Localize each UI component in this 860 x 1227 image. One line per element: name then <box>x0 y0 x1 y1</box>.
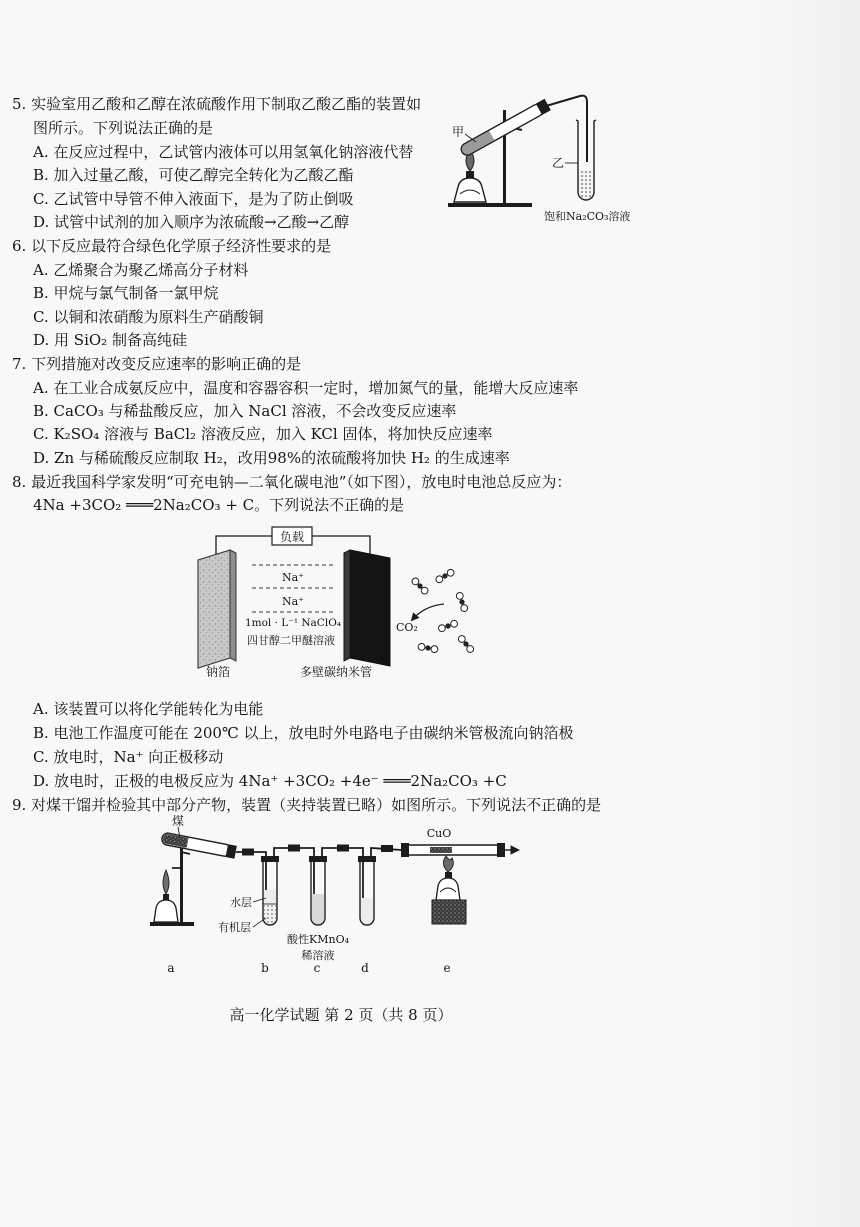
q6-option-b: B. 甲烷与氯气制备一氯甲烷 <box>33 284 219 302</box>
oxygen-atom <box>438 624 447 633</box>
co2-flow-arrow <box>412 604 444 620</box>
co2-molecule <box>455 592 468 613</box>
carbon-atom <box>425 645 431 651</box>
sodium-foil-electrode <box>198 550 236 668</box>
q8-option-d: D. 放电时，正极的电极反应为 4Na⁺ +3CO₂ +4e⁻ ═══2Na₂CO₃ +C <box>33 772 507 790</box>
q5-stem-line-2: 图所示。下列说法正确的是 <box>33 119 214 137</box>
rubber-connector <box>288 845 300 852</box>
test-tube-b <box>261 856 279 925</box>
cathode-label: 多壁碳纳米管 <box>299 665 373 679</box>
organic-layer <box>264 904 276 924</box>
q5-option-b: B. 加入过量乙酸，可使乙醇完全转化为乙酸乙酯 <box>33 166 354 184</box>
q7-option-c: C. K₂SO₄ 溶液与 BaCl₂ 溶液反应，加入 KCl 固体，将加快反应速率 <box>33 425 493 443</box>
q7-option-b: B. CaCO₃ 与稀盐酸反应，加入 NaCl 溶液，不会改变反应速率 <box>33 402 457 420</box>
q5-stem-line-1: 5. 实验室用乙酸和乙醇在浓硫酸作用下制取乙酸乙酯的装置如 <box>12 95 422 113</box>
q6-option-a: A. 乙烯聚合为聚乙烯高分子材料 <box>33 261 249 279</box>
tube-b-to-c <box>274 848 314 912</box>
q6-option-c: C. 以铜和浓硝酸为原料生产硝酸铜 <box>33 308 264 326</box>
letter-d: d <box>361 961 369 975</box>
tube-stopper-right <box>497 843 505 857</box>
lamp-support-block <box>432 900 466 924</box>
heating-assembly-e <box>432 856 466 924</box>
q7-option-d: D. Zn 与稀硫酸反应制取 H₂，改用98%的浓硫酸将加快 H₂ 的生成速率 <box>33 449 510 467</box>
lamp-wick-holder <box>163 894 169 900</box>
sodium-ion-label-2: Na⁺ <box>282 595 304 608</box>
co2-molecule <box>457 634 475 654</box>
copper-oxide-powder <box>430 847 452 853</box>
alcohol-lamp <box>436 878 460 900</box>
co2-molecule <box>435 568 456 584</box>
co2-molecule <box>438 619 459 632</box>
q8-option-a: A. 该装置可以将化学能转化为电能 <box>33 700 264 718</box>
letter-e: e <box>443 961 451 975</box>
flame <box>443 856 453 872</box>
oxygen-atom <box>430 645 438 653</box>
q7-stem: 7. 下列措施对改变反应速率的影响正确的是 <box>12 355 302 373</box>
tube-stopper <box>358 856 376 862</box>
coal-label: 煤 <box>172 814 185 828</box>
oxygen-atom <box>450 619 459 628</box>
q5-option-a: A. 在反应过程中，乙试管内液体可以用氢氧化钠溶液代替 <box>33 143 414 161</box>
co2-label: CO₂ <box>396 621 418 634</box>
label-jia: 甲 <box>452 125 465 139</box>
reagent-label-line-2: 稀溶液 <box>301 949 335 962</box>
co2-molecule <box>411 577 430 596</box>
oxygen-atom <box>455 592 464 601</box>
rubber-connector <box>381 845 393 852</box>
label-solution: 饱和Na₂CO₃溶液 <box>544 210 631 223</box>
q8-stem-line-1: 8. 最近我国科学家发明“可充电钠—二氧化碳电池”（如下图），放电时电池总反应为： <box>12 473 572 491</box>
delivery-tube <box>546 96 587 162</box>
lamp-wick-holder <box>445 872 452 878</box>
reagent-label-line-1: 酸性KMnO₄ <box>287 933 349 946</box>
organic-layer-label: 有机层 <box>218 921 251 934</box>
q5-option-d: D. 试管中试剂的加入顺序为浓硫酸→乙酸→乙醇 <box>33 213 350 231</box>
q9-coal-distillation-figure <box>150 812 522 978</box>
q8-option-c: C. 放电时，Na⁺ 向正极移动 <box>33 748 224 766</box>
q7-option-a: A. 在工业合成氨反应中，温度和容器容积一定时，增加氮气的量，能增大反应速率 <box>33 379 579 397</box>
stand-base <box>448 203 532 207</box>
water-layer <box>264 890 276 904</box>
rubber-connector <box>242 849 254 856</box>
tube-stopper-left <box>401 843 409 857</box>
stand-rod <box>180 846 183 924</box>
copper-oxide-label: CuO <box>426 827 452 840</box>
lamp-wick-holder <box>466 171 474 178</box>
q6-option-d: D. 用 SiO₂ 制备高纯硅 <box>33 331 187 349</box>
tube-c-to-d <box>322 848 363 912</box>
q5-ester-apparatus-figure <box>440 90 640 226</box>
hard-glass-tube <box>161 832 237 859</box>
q6-stem: 6. 以下反应最符合绿色化学原子经济性要求的是 <box>12 237 332 255</box>
anode-label: 钠箔 <box>205 665 231 679</box>
test-tube-c <box>309 856 327 925</box>
q9-stem: 9. 对煤干馏并检验其中部分产物，装置（夹持装置已略）如图所示。下列说法不正确的是 <box>12 796 602 814</box>
alcohol-lamp <box>154 900 178 922</box>
water-layer-label: 水层 <box>230 896 252 909</box>
solvent-label: 四甘醇二甲醚溶液 <box>247 634 335 647</box>
oxygen-atom <box>418 643 426 651</box>
saturated-sodium-carbonate-solution <box>579 170 593 199</box>
copper-oxide-tube-e <box>401 843 518 857</box>
external-circuit <box>216 527 370 555</box>
co2-molecules <box>411 568 475 654</box>
letter-a: a <box>167 961 175 975</box>
tube-stopper <box>261 856 279 862</box>
electrode-face <box>350 550 390 666</box>
sodium-ion-label-1: Na⁺ <box>282 571 304 584</box>
letter-c: c <box>313 961 321 975</box>
oxygen-atom <box>460 604 469 613</box>
co2-molecule <box>418 643 439 653</box>
rubber-connector <box>337 845 349 852</box>
load-label: 负载 <box>279 530 305 544</box>
tube-glass <box>406 845 500 855</box>
q8-stem-line-2: 4Na +3CO₂ ═══2Na₂CO₃ + C。下列说法不正确的是 <box>33 496 405 514</box>
carbon-nanotube-electrode <box>344 550 390 666</box>
wire-right <box>312 536 370 554</box>
flame <box>163 870 169 894</box>
heating-assembly-a <box>150 846 194 926</box>
test-tube-d <box>358 856 376 925</box>
scan-edge-shading <box>748 0 860 1227</box>
page-footer: 高一化学试题 第 2 页（共 8 页） <box>229 1006 453 1024</box>
q5-option-c: C. 乙试管中导管不伸入液面下，是为了防止倒吸 <box>33 190 354 208</box>
tube-stopper <box>309 856 327 862</box>
electrode-edge <box>344 550 350 661</box>
electrode-edge <box>230 550 236 661</box>
electrode-face <box>198 550 230 668</box>
alcohol-lamp <box>454 150 486 202</box>
electrolyte-concentration-label: 1mol · L⁻¹ NaClO₄ <box>244 617 342 629</box>
label-yi: 乙 <box>552 156 565 170</box>
acidic-permanganate-solution <box>312 894 324 924</box>
q8-option-b: B. 电池工作温度可能在 200℃ 以上，放电时外电路电子由碳纳米管极流向钠箔极 <box>33 724 574 742</box>
q8-battery-figure <box>190 520 480 682</box>
tube-liquid <box>361 898 373 924</box>
letter-b: b <box>261 961 269 975</box>
